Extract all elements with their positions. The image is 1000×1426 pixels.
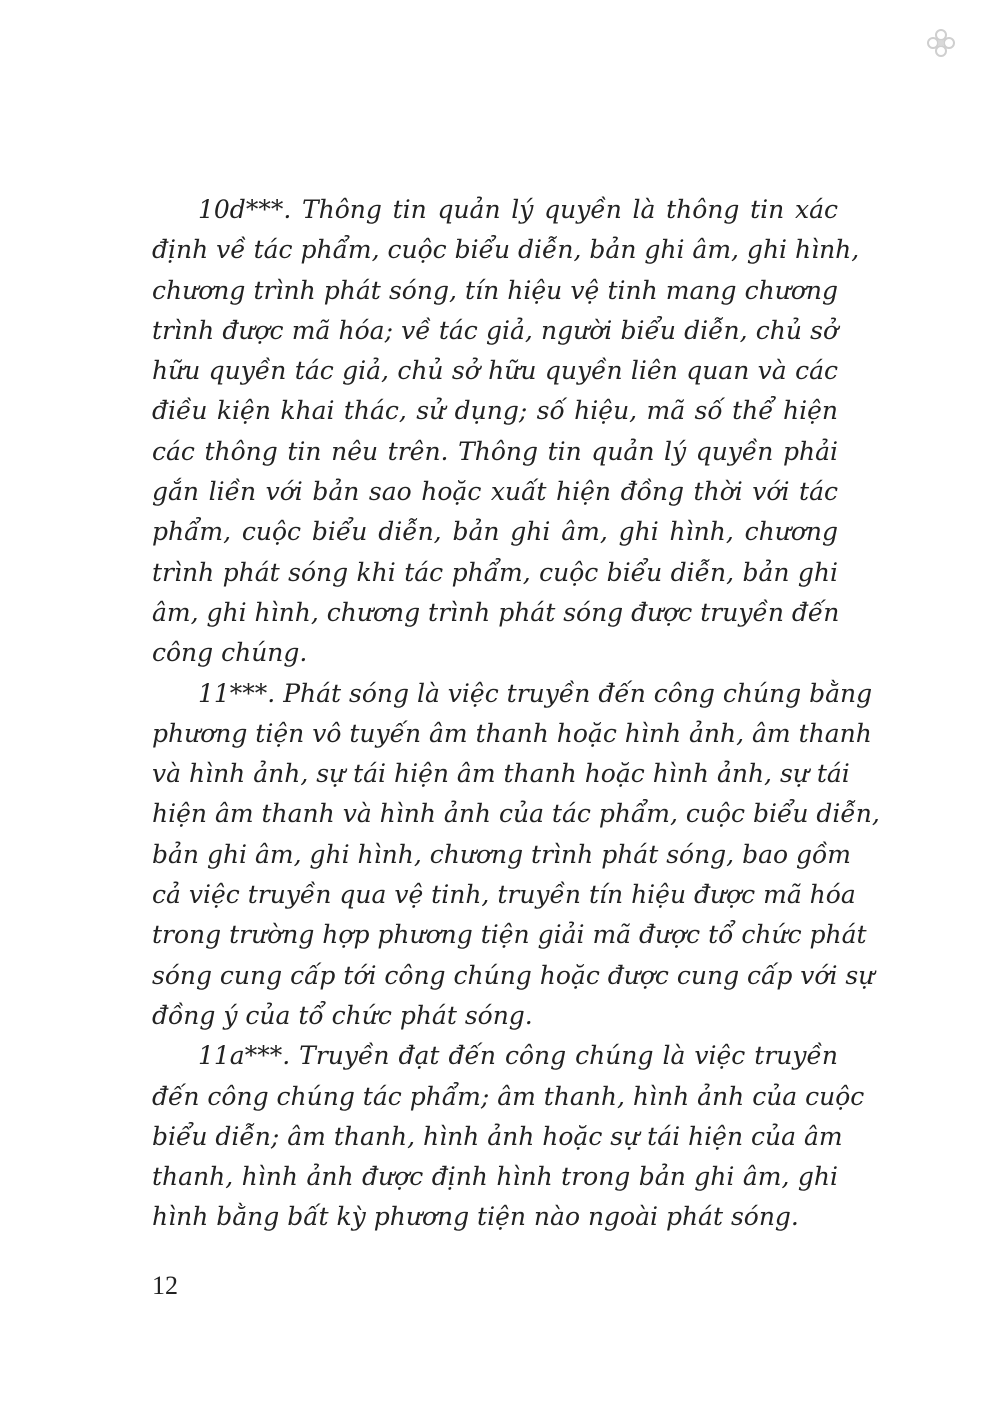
text-line: thanh, hình ảnh được định hình trong bản ghi âm, ghi bbox=[152, 1162, 838, 1192]
text-line: đồng ý của tổ chức phát sóng. bbox=[152, 1000, 533, 1030]
text-line: 10d***. Thông tin quản lý quyền là thông tin xác bbox=[198, 195, 838, 224]
paragraph-10d bbox=[152, 190, 860, 674]
text-line: điều kiện khai thác, sử dụng; số hiệu, mã số thể hiện bbox=[152, 396, 838, 426]
paragraph-11 bbox=[152, 674, 880, 1037]
text-line: hữu quyền tác giả, chủ sở hữu quyền liên quan và các bbox=[152, 356, 838, 386]
text-line: 11a***. Truyền đạt đến công chúng là việc truyền bbox=[198, 1041, 838, 1071]
text-line: bản ghi âm, ghi hình, chương trình phát sóng, bao gồm bbox=[152, 839, 851, 869]
page-number: 12 bbox=[152, 1271, 178, 1300]
text-line: biểu diễn; âm thanh, hình ảnh hoặc sự tái hiện của âm bbox=[152, 1121, 843, 1151]
text-line: phương tiện vô tuyến âm thanh hoặc hình ảnh, âm thanh bbox=[152, 718, 872, 748]
text-line: trình phát sóng khi tác phẩm, cuộc biểu diễn, bản ghi bbox=[152, 557, 838, 587]
text-line: cả việc truyền qua vệ tinh, truyền tín hiệu được mã hóa bbox=[152, 880, 856, 910]
text-line: và hình ảnh, sự tái hiện âm thanh hoặc hình ảnh, sự tái bbox=[152, 759, 850, 789]
text-line: trình được mã hóa; về tác giả, người biểu diễn, chủ sở bbox=[152, 315, 838, 345]
text-line: định về tác phẩm, cuộc biểu diễn, bản ghi âm, ghi hình, bbox=[152, 235, 860, 265]
text-line: hình bằng bất kỳ phương tiện nào ngoài phát sóng. bbox=[152, 1202, 799, 1232]
text-line: sóng cung cấp tới công chúng hoặc được cung cấp với sự bbox=[152, 960, 875, 990]
text-line: hiện âm thanh và hình ảnh của tác phẩm, cuộc biểu diễn, bbox=[152, 799, 880, 829]
body-text bbox=[152, 190, 880, 1238]
text-line: âm, ghi hình, chương trình phát sóng được truyền đến bbox=[152, 597, 840, 627]
text-line: 11***. Phát sóng là việc truyền đến công chúng bằng bbox=[198, 678, 873, 708]
text-line: chương trình phát sóng, tín hiệu vệ tinh mang chương bbox=[152, 275, 838, 305]
text-line: các thông tin nêu trên. Thông tin quản lý quyền phải bbox=[152, 436, 838, 466]
text-line: đến công chúng tác phẩm; âm thanh, hình ảnh của cuộc bbox=[152, 1081, 865, 1111]
paragraph-11a bbox=[152, 1036, 865, 1237]
flower-ornament-icon bbox=[926, 28, 956, 58]
text-line: gắn liền với bản sao hoặc xuất hiện đồng thời với tác bbox=[152, 477, 838, 507]
text-line: công chúng. bbox=[152, 638, 308, 668]
text-line: trong trường hợp phương tiện giải mã được tổ chức phát bbox=[152, 920, 867, 950]
text-line: phẩm, cuộc biểu diễn, bản ghi âm, ghi hình, chương bbox=[152, 517, 838, 547]
